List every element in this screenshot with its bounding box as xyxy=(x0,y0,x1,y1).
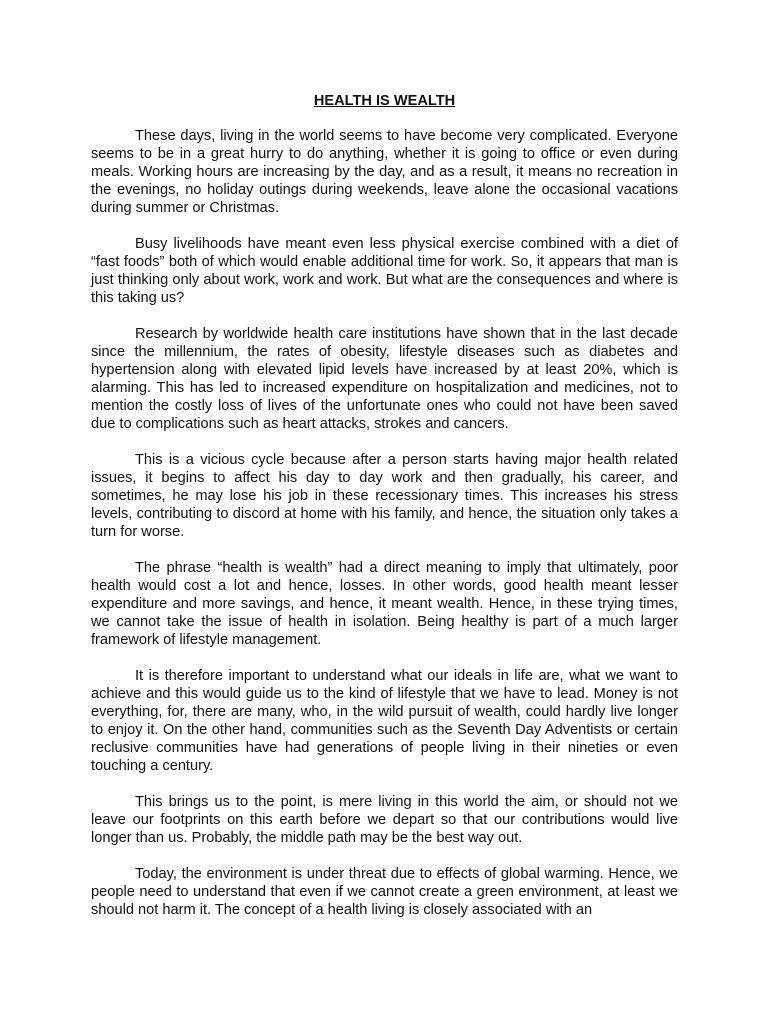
paragraph-5: The phrase “health is wealth” had a direct meaning to imply that ultimately, poor health would cost a lot and hence, losses. In other words, good health meant lesser expenditure and more savings, and hence, it meant wealth. Hence, in these trying times, we cannot take the issue of health in isolation. Being healthy is part of a much larger framework of lifestyle management. xyxy=(91,560,678,648)
document-title: HEALTH IS WEALTH xyxy=(313,93,456,109)
paragraph-1: These days, living in the world seems to have become very complicated. Everyone seems to be in a great hurry to do anything, whether it is going to office or even during meals. Working hours are increasing by the day, and as a result, it means no recreation in the evenings, no holiday outings during weekends, leave alone the occasional vacations during summer or Christmas. xyxy=(91,128,678,216)
paragraph-3: Research by worldwide health care institutions have shown that in the last decade since the millennium, the rates of obesity, lifestyle diseases such as diabetes and hypertension along with elevated lipid levels have increased by at least 20%, which is alarming. This has led to increased expenditure on hospitalization and medicines, not to mention the costly loss of lives of the unfortunate ones who could not have been saved due to complications such as heart attacks, strokes and cancers. xyxy=(91,326,678,432)
paragraph-8: Today, the environment is under threat due to effects of global warming. Hence, we people need to understand that even if we cannot create a green environment, at least we should not harm it. The concept of a health living is closely associated with an xyxy=(91,866,678,918)
paragraph-2: Busy livelihoods have meant even less physical exercise combined with a diet of “fast foods” both of which would enable additional time for work. So, it appears that man is just thinking only about work, work and work. But what are the consequences and where is this taking us? xyxy=(91,236,678,306)
paragraph-4: This is a vicious cycle because after a person starts having major health related issues, it begins to affect his day to day work and then gradually, his career, and sometimes, he may lose his job in these recessionary times. This increases his stress levels, contributing to discord at home with his family, and hence, the situation only takes a turn for worse. xyxy=(91,452,678,540)
document-body xyxy=(91,92,678,937)
paragraph-6: It is therefore important to understand what our ideals in life are, what we want to achieve and this would guide us to the kind of lifestyle that we have to lead. Money is not everything, for, there are many, who, in the wild pursuit of wealth, could hardly live longer to enjoy it. On the other hand, communities such as the Seventh Day Adventists or certain reclusive communities have had generations of people living in their nineties or even touching a century. xyxy=(91,668,678,774)
paragraph-7: This brings us to the point, is mere living in this world the aim, or should not we leave our footprints on this earth before we depart so that our contributions would live longer than us. Probably, the middle path may be the best way out. xyxy=(91,794,678,846)
